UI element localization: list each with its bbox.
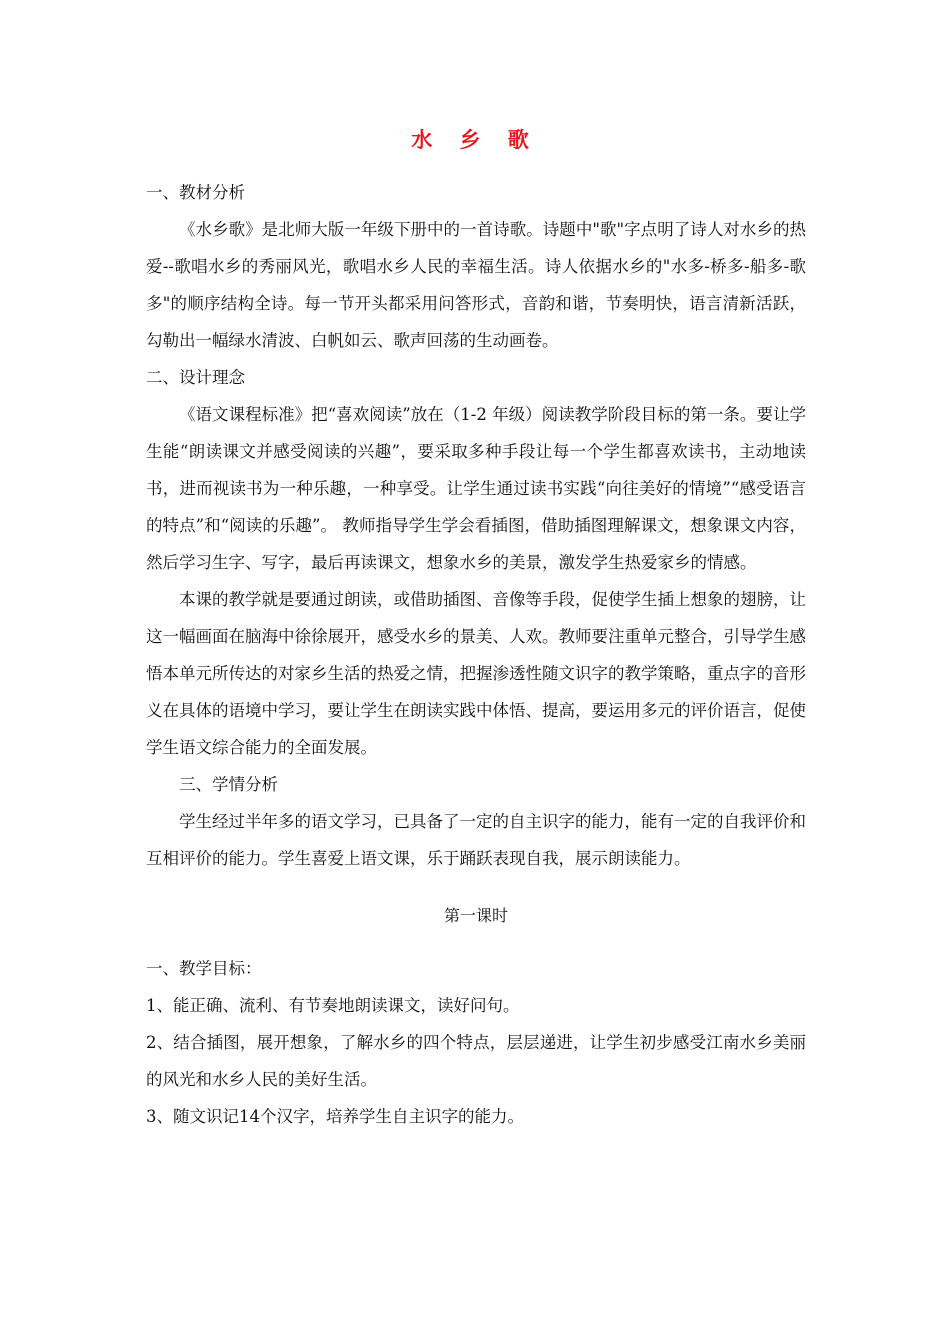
goal-item-1: 1、能正确、流利、有节奏地朗读课文，读好问句。 xyxy=(146,996,520,1015)
section-heading-analysis: 一、教材分析 xyxy=(146,183,245,202)
section-heading-students: 三、学情分析 xyxy=(179,775,278,794)
goal-item-3: 3、随文识记14个汉字，培养学生自主识字的能力。 xyxy=(146,1107,524,1126)
paragraph-design-1: 《语文课程标准》把“喜欢阅读”放在（1-2 年级）阅读教学阶段目标的第一条。要让学生能“朗读课文并感受阅读的兴趣”，要采取多种手段让每一个学生都喜欢读书，主动地读书，进而视读书为一种乐趣，一种享受。让学生通过读书实践“向往美好的情境”“感受语言的特点”和“阅读的乐趣”。 教师指导学生学会看插图，借助插图理解课文，想象课文内容，然后学习生字、写字，最后再读课文，想象水乡的美景，激发学生热爱家乡的情感。 xyxy=(146,405,806,572)
paragraph-design-2: 本课的教学就是要通过朗读，或借助插图、音像等手段，促使学生插上想象的翅膀，让这一幅画面在脑海中徐徐展开，感受水乡的景美、人欢。教师要注重单元整合，引导学生感悟本单元所传达的对家乡生活的热爱之情，把握渗透性随文识字的教学策略，重点字的音形义在具体的语境中学习，要让学生在朗读实践中体悟、提高，要运用多元的评价语言，促使学生语文综合能力的全面发展。 xyxy=(146,590,806,757)
document-title: 水 乡 歌 xyxy=(411,127,539,152)
goals-heading: 一、教学目标： xyxy=(146,959,262,978)
section-heading-design: 二、设计理念 xyxy=(146,368,245,387)
paragraph-students: 学生经过半年多的语文学习，已具备了一定的自主识字的能力，能有一定的自我评价和互相评价的能力。学生喜爱上语文课，乐于踊跃表现自我，展示朗读能力。 xyxy=(146,812,806,868)
lesson-title: 第一课时 xyxy=(443,906,508,925)
document-body xyxy=(146,174,806,1135)
paragraph-analysis: 《水乡歌》是北师大版一年级下册中的一首诗歌。诗题中"歌"字点明了诗人对水乡的热爱--歌唱水乡的秀丽风光，歌唱水乡人民的幸福生活。诗人依据水乡的"水多-桥多-船多-歌多"的顺序结构全诗。每一节开头都采用问答形式，音韵和谐，节奏明快，语言清新活跃，勾勒出一幅绿水清波、白帆如云、歌声回荡的生动画卷。 xyxy=(146,220,806,350)
goal-item-2: 2、结合插图，展开想象，了解水乡的四个特点，层层递进，让学生初步感受江南水乡美丽的风光和水乡人民的美好生活。 xyxy=(146,1033,806,1089)
